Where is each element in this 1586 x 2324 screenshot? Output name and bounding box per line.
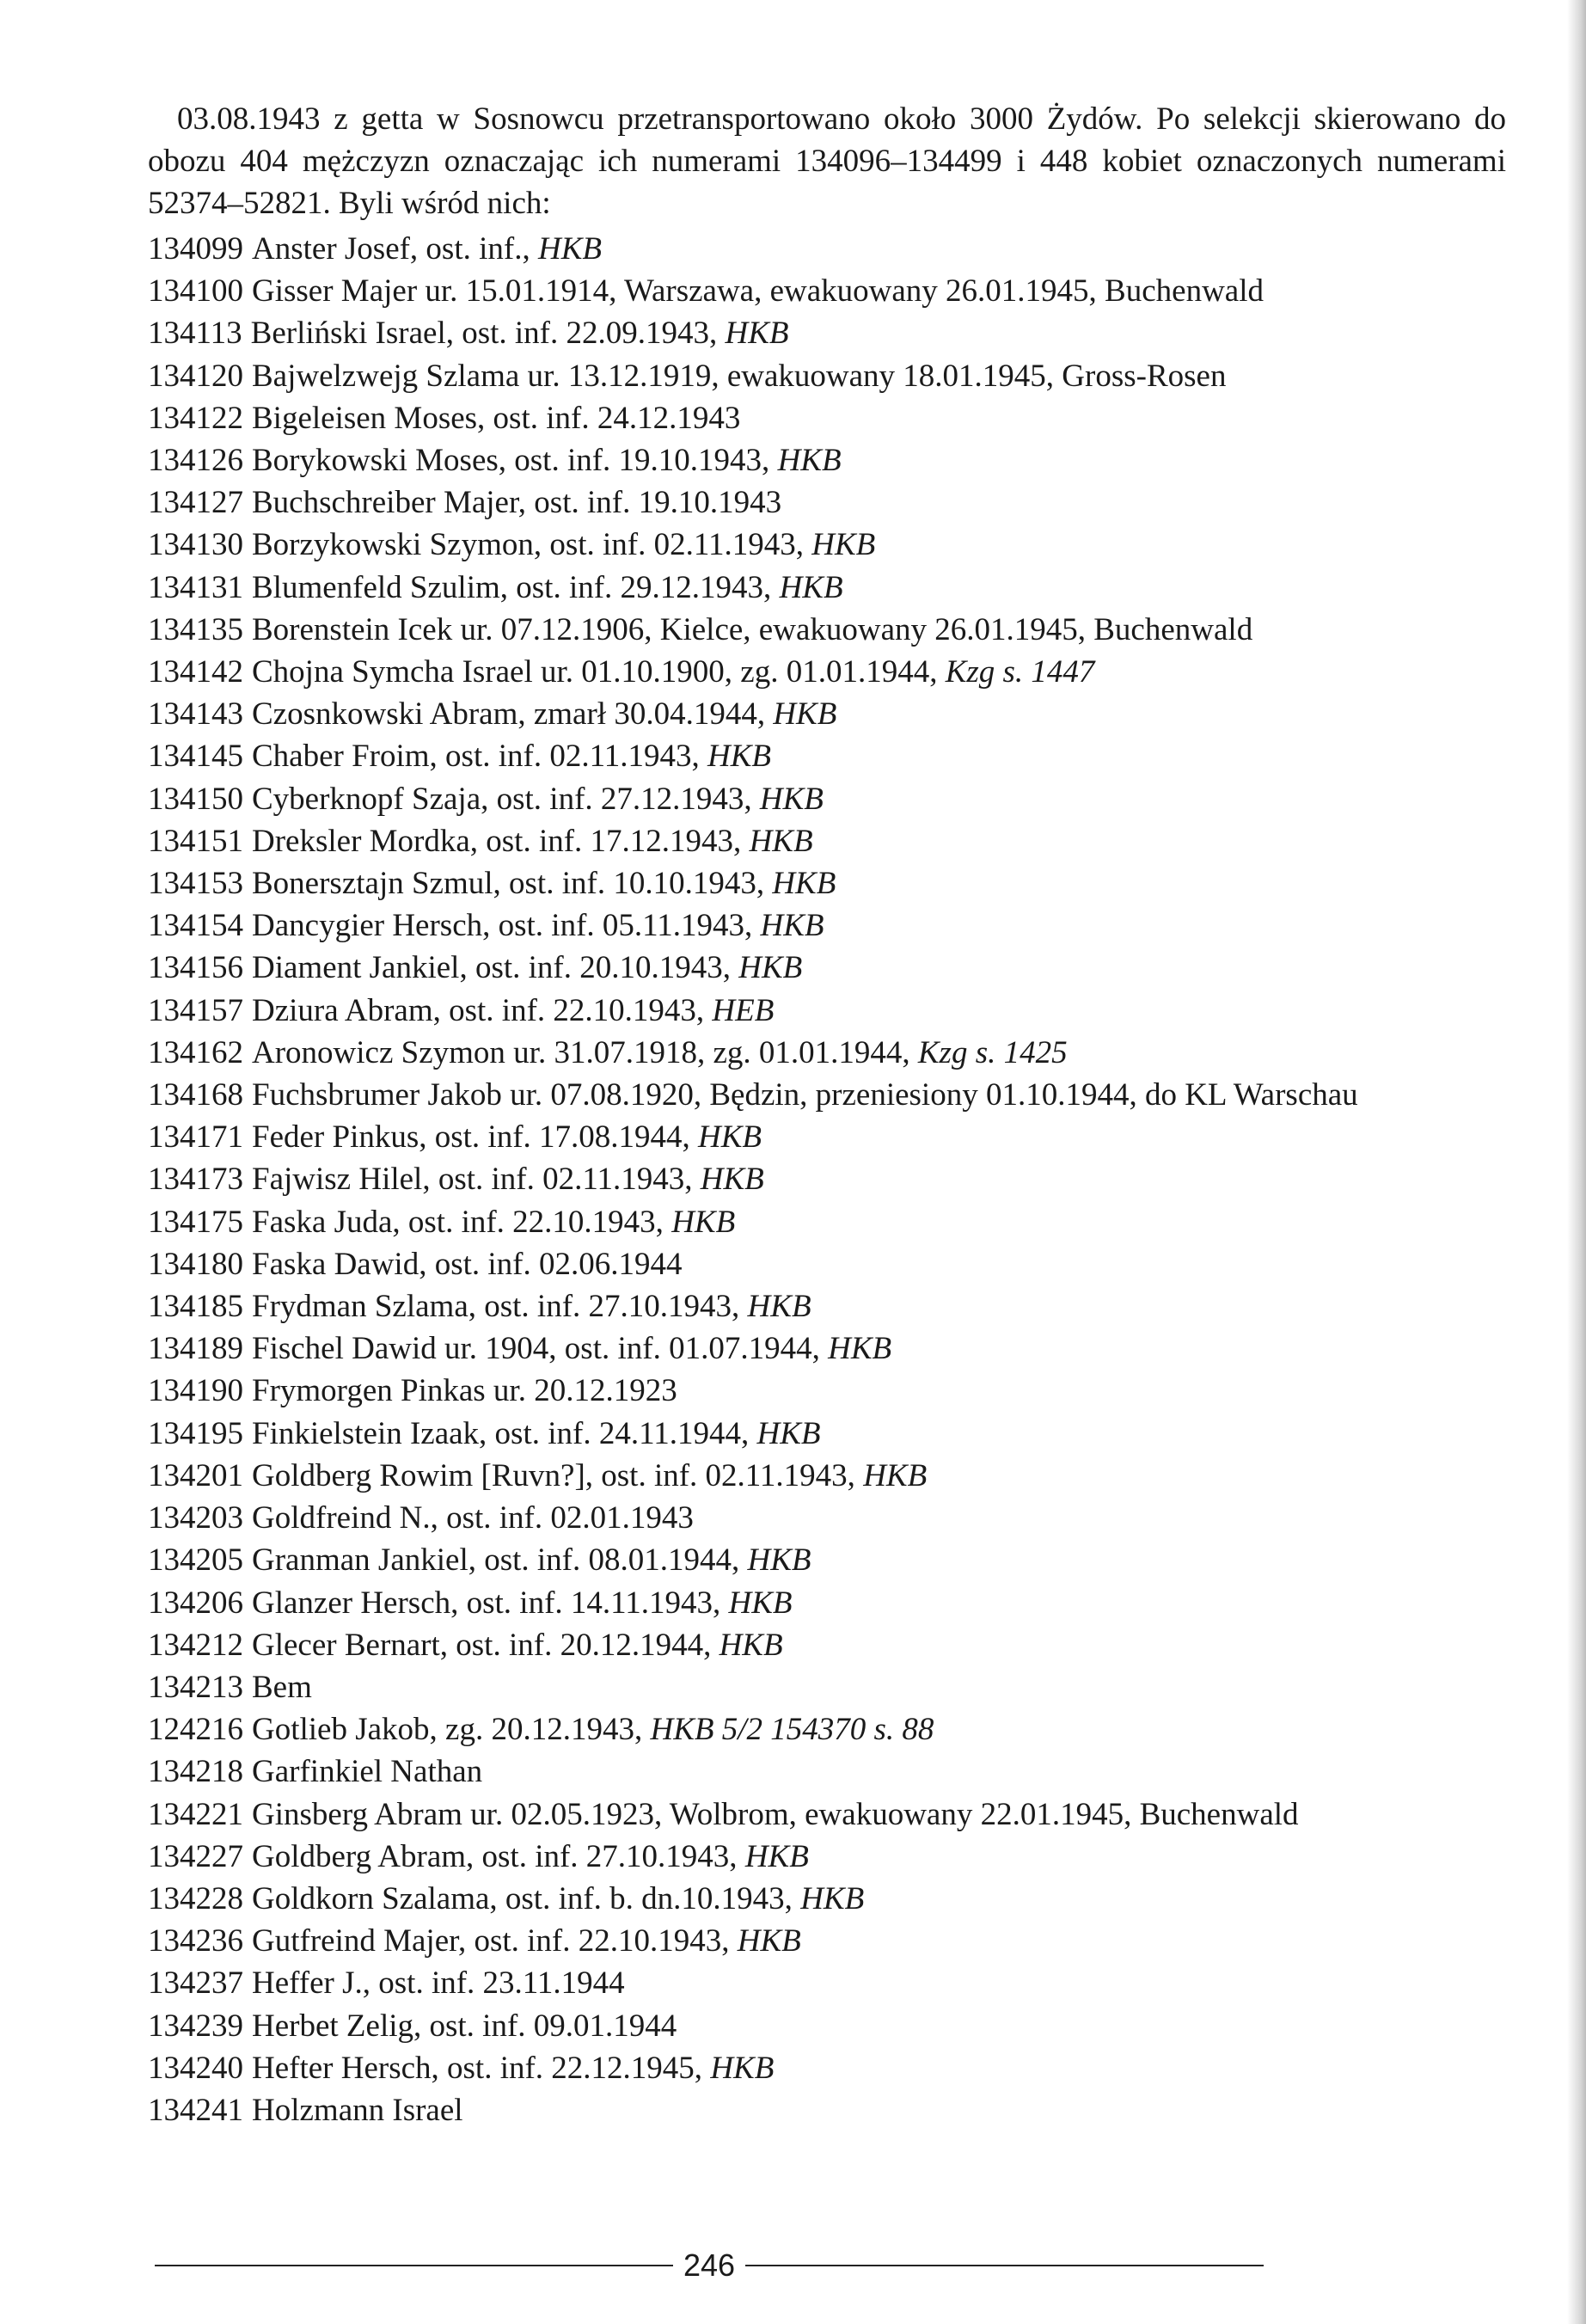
list-item [148, 1370, 1506, 1412]
prisoner-details: Buchschreiber Majer, ost. inf. 19.10.1943 [252, 485, 782, 521]
prisoner-details: Granman Jankiel, ost. inf. 08.01.1944, [252, 1542, 740, 1579]
list-item [148, 481, 1506, 524]
prisoner-number: 134201 [148, 1457, 243, 1493]
source-note: HKB [698, 1119, 762, 1156]
prisoner-details: Gotlieb Jakob, zg. 20.12.1943, [252, 1712, 643, 1748]
prisoner-number: 134189 [148, 1331, 243, 1367]
list-item [148, 1794, 1506, 1836]
source-note: HKB [744, 1838, 809, 1874]
source-note: HKB [863, 1457, 928, 1493]
source-note: HEB [712, 992, 775, 1028]
prisoner-number: 134135 [148, 611, 243, 647]
prisoner-number: 134099 [148, 231, 243, 267]
prisoner-details: Blumenfeld Szulim, ost. inf. 29.12.1943, [252, 569, 772, 605]
list-item [148, 1285, 1506, 1328]
source-note: HKB [759, 781, 824, 817]
list-item [148, 651, 1506, 693]
list-item [148, 2089, 1506, 2131]
list-item [148, 1413, 1506, 1455]
prisoner-number: 134236 [148, 1923, 243, 1959]
prisoner-details: Dancygier Hersch, ost. inf. 05.11.1943, [252, 908, 753, 944]
prisoner-number: 134127 [148, 485, 243, 521]
list-item [148, 1836, 1506, 1878]
list-item [148, 1624, 1506, 1666]
prisoner-number: 134190 [148, 1373, 243, 1409]
prisoner-details: Finkielstein Izaak, ost. inf. 24.11.1944, [252, 1415, 750, 1451]
prisoner-details: Garfinkiel Nathan [252, 1754, 483, 1790]
prisoner-details: Anster Josef, ost. inf., [252, 231, 530, 267]
list-item [148, 609, 1506, 651]
prisoner-number: 134126 [148, 443, 243, 479]
prisoner-details: Chojna Symcha Israel ur. 01.10.1900, zg. 01.01.1944, [252, 654, 938, 690]
prisoner-details: Borenstein Icek ur. 07.12.1906, Kielce, ewakuowany 26.01.1945, Buchenwald [252, 611, 1253, 647]
prisoner-number: 134154 [148, 908, 243, 944]
list-item [148, 1455, 1506, 1497]
prisoner-details: Herbet Zelig, ost. inf. 09.01.1944 [252, 2008, 677, 2044]
prisoner-details: Diament Jankiel, ost. inf. 20.10.1943, [252, 950, 731, 986]
source-note: HKB [811, 527, 876, 563]
source-note: HKB [707, 739, 771, 775]
source-note: HKB [710, 2050, 775, 2086]
footer-rule-right [745, 2265, 1264, 2266]
source-note: HKB [700, 1162, 764, 1198]
list-item [148, 1920, 1506, 1962]
source-note: HKB 5/2 154370 s. 88 [650, 1712, 934, 1748]
prisoner-details: Gisser Majer ur. 15.01.1914, Warszawa, ewakuowany 26.01.1945, Buchenwald [252, 273, 1264, 310]
prisoner-number: 134130 [148, 527, 243, 563]
page-footer [155, 2244, 1264, 2287]
list-item [148, 524, 1506, 566]
list-item [148, 2047, 1506, 2089]
footer-rule-left [155, 2265, 673, 2266]
prisoner-number: 134221 [148, 1796, 243, 1832]
prisoner-details: Goldkorn Szalama, ost. inf. b. dn.10.1943, [252, 1880, 793, 1916]
prisoner-number: 134150 [148, 781, 243, 817]
prisoner-number: 134142 [148, 654, 243, 690]
prisoner-number: 134162 [148, 1034, 243, 1070]
prisoner-number: 134206 [148, 1585, 243, 1621]
intro-paragraph: 03.08.1943 z getta w Sosnowcu przetransportowano około 3000 Żydów. Po selekcji skierowano do obozu 404 mężczyzn oznaczając ich numerami 134096–134499 i 448 kobiet oznaczonych numerami 52374–52821. Byli wśród nich: [148, 101, 1506, 221]
prisoner-number: 134218 [148, 1754, 243, 1790]
source-note: Kzg s. 1447 [945, 654, 1095, 690]
list-item [148, 567, 1506, 609]
source-note: HKB [779, 569, 843, 605]
prisoner-details: Aronowicz Szymon ur. 31.07.1918, zg. 01.01.1944, [252, 1034, 910, 1070]
prisoner-number: 134120 [148, 358, 243, 394]
prisoner-number: 134153 [148, 866, 243, 902]
list-item [148, 1158, 1506, 1200]
prisoner-details: Faska Dawid, ost. inf. 02.06.1944 [252, 1246, 683, 1282]
prisoner-number: 134168 [148, 1077, 243, 1113]
prisoner-number: 134213 [148, 1669, 243, 1705]
prisoner-details: Ginsberg Abram ur. 02.05.1923, Wolbrom, ewakuowany 22.01.1945, Buchenwald [252, 1796, 1299, 1832]
prisoner-details: Feder Pinkus, ost. inf. 17.08.1944, [252, 1119, 690, 1156]
prisoner-number: 134203 [148, 1500, 243, 1536]
source-note: HKB [728, 1585, 793, 1621]
list-item [148, 1201, 1506, 1243]
prisoner-details: Bajwelzwejg Szlama ur. 13.12.1919, ewakuowany 18.01.1945, Gross-Rosen [252, 358, 1227, 394]
prisoner-number: 134205 [148, 1542, 243, 1579]
prisoner-details: Berliński Israel, ost. inf. 22.09.1943, [250, 316, 718, 352]
prisoner-number: 134143 [148, 696, 243, 733]
prisoner-details: Glecer Bernart, ost. inf. 20.12.1944, [252, 1627, 712, 1663]
prisoner-details: Frymorgen Pinkas ur. 20.12.1923 [252, 1373, 677, 1409]
list-item [148, 1243, 1506, 1285]
source-note: HKB [756, 1415, 821, 1451]
prisoner-details: Faska Juda, ost. inf. 22.10.1943, [252, 1204, 664, 1240]
source-note: HKB [738, 950, 803, 986]
prisoner-number: 134195 [148, 1415, 243, 1451]
list-item [148, 862, 1506, 904]
source-note: HKB [537, 231, 602, 267]
prisoner-details: Frydman Szlama, ost. inf. 27.10.1943, [252, 1289, 740, 1325]
prisoner-number: 134241 [148, 2092, 243, 2128]
prisoner-number: 134228 [148, 1880, 243, 1916]
prisoner-number: 134173 [148, 1162, 243, 1198]
prisoner-details: Goldberg Rowim [Ruvn?], ost. inf. 02.11.1943, [252, 1457, 855, 1493]
prisoner-number: 134145 [148, 739, 243, 775]
list-item [148, 904, 1506, 947]
prisoner-number: 134237 [148, 1965, 243, 2002]
prisoner-number: 124216 [148, 1712, 243, 1748]
source-note: Kzg s. 1425 [917, 1034, 1068, 1070]
source-note: HKB [773, 696, 837, 733]
source-note: HKB [737, 1923, 801, 1959]
list-item [148, 397, 1506, 439]
list-item [148, 1032, 1506, 1074]
page-content [148, 98, 1506, 2131]
prisoner-details: Bem [252, 1669, 312, 1705]
list-item [148, 2005, 1506, 2047]
prisoner-details: Heffer J., ost. inf. 23.11.1944 [252, 1965, 625, 2002]
prisoner-number: 134157 [148, 992, 243, 1028]
list-item [148, 735, 1506, 777]
prisoner-number: 134239 [148, 2008, 243, 2044]
prisoner-details: Borzykowski Szymon, ost. inf. 02.11.1943, [252, 527, 805, 563]
prisoner-number: 134171 [148, 1119, 243, 1156]
list-item [148, 947, 1506, 989]
prisoner-details: Bigeleisen Moses, ost. inf. 24.12.1943 [252, 400, 741, 436]
page-number: 246 [683, 2247, 736, 2283]
prisoner-details: Gutfreind Majer, ost. inf. 22.10.1943, [252, 1923, 730, 1959]
prisoner-details: Fuchsbrumer Jakob ur. 07.08.1920, Będzin, przeniesiony 01.10.1944, do KL Warschau [252, 1077, 1358, 1113]
prisoner-details: Holzmann Israel [252, 2092, 463, 2128]
source-note: HKB [777, 443, 842, 479]
list-item [148, 1751, 1506, 1793]
list-item [148, 1582, 1506, 1624]
prisoner-number: 134122 [148, 400, 243, 436]
prisoner-details: Goldfreind N., ost. inf. 02.01.1943 [252, 1500, 694, 1536]
source-note: HKB [800, 1880, 865, 1916]
list-item [148, 1962, 1506, 2004]
prisoner-number: 134227 [148, 1838, 243, 1874]
list-item [148, 820, 1506, 862]
prisoner-details: Glanzer Hersch, ost. inf. 14.11.1943, [252, 1585, 721, 1621]
list-item [148, 1116, 1506, 1158]
list-item [148, 439, 1506, 481]
source-note: HKB [725, 316, 789, 352]
prisoner-details: Goldberg Abram, ost. inf. 27.10.1943, [252, 1838, 738, 1874]
list-item [148, 1497, 1506, 1539]
prisoner-number: 134113 [148, 316, 242, 352]
prisoner-details: Chaber Froim, ost. inf. 02.11.1943, [252, 739, 700, 775]
prisoner-details: Czosnkowski Abram, zmarł 30.04.1944, [252, 696, 766, 733]
list-item [148, 355, 1506, 397]
source-note: HKB [747, 1289, 811, 1325]
prisoner-details: Bonersztajn Szmul, ost. inf. 10.10.1943, [252, 866, 765, 902]
source-note: HKB [747, 1542, 811, 1579]
prisoner-number: 134175 [148, 1204, 243, 1240]
list-item [148, 270, 1506, 312]
source-note: HKB [671, 1204, 736, 1240]
source-note: HKB [760, 908, 824, 944]
prisoner-number: 134180 [148, 1246, 243, 1282]
source-note: HKB [772, 866, 836, 902]
list-item [148, 990, 1506, 1032]
prisoner-details: Hefter Hersch, ost. inf. 22.12.1945, [252, 2050, 703, 2086]
prisoner-details: Borykowski Moses, ost. inf. 19.10.1943, [252, 443, 770, 479]
prisoner-number: 134131 [148, 569, 243, 605]
list-item [148, 778, 1506, 820]
prisoner-number: 134185 [148, 1289, 243, 1325]
list-item [148, 1074, 1506, 1116]
prisoner-details: Dziura Abram, ost. inf. 22.10.1943, [252, 992, 705, 1028]
prisoner-number: 134156 [148, 950, 243, 986]
list-item [148, 1878, 1506, 1920]
prisoner-details: Cyberknopf Szaja, ost. inf. 27.12.1943, [252, 781, 752, 817]
source-note: HKB [719, 1627, 783, 1663]
list-item [148, 1539, 1506, 1581]
prisoner-details: Fajwisz Hilel, ost. inf. 02.11.1943, [252, 1162, 693, 1198]
prisoner-number: 134100 [148, 273, 243, 310]
list-item [148, 1666, 1506, 1708]
prisoner-number: 134151 [148, 823, 243, 859]
prisoner-details: Fischel Dawid ur. 1904, ost. inf. 01.07.1944, [252, 1331, 820, 1367]
prisoner-number: 134212 [148, 1627, 243, 1663]
prisoner-details: Dreksler Mordka, ost. inf. 17.12.1943, [252, 823, 742, 859]
source-note: HKB [749, 823, 813, 859]
prisoner-number: 134240 [148, 2050, 243, 2086]
prisoner-list [148, 228, 1506, 2131]
list-item [148, 693, 1506, 735]
list-item [148, 228, 1506, 270]
page-edge-shadow [1567, 0, 1586, 2324]
list-item [148, 1328, 1506, 1370]
source-note: HKB [828, 1331, 892, 1367]
list-item [148, 1708, 1506, 1751]
list-item [148, 312, 1506, 354]
